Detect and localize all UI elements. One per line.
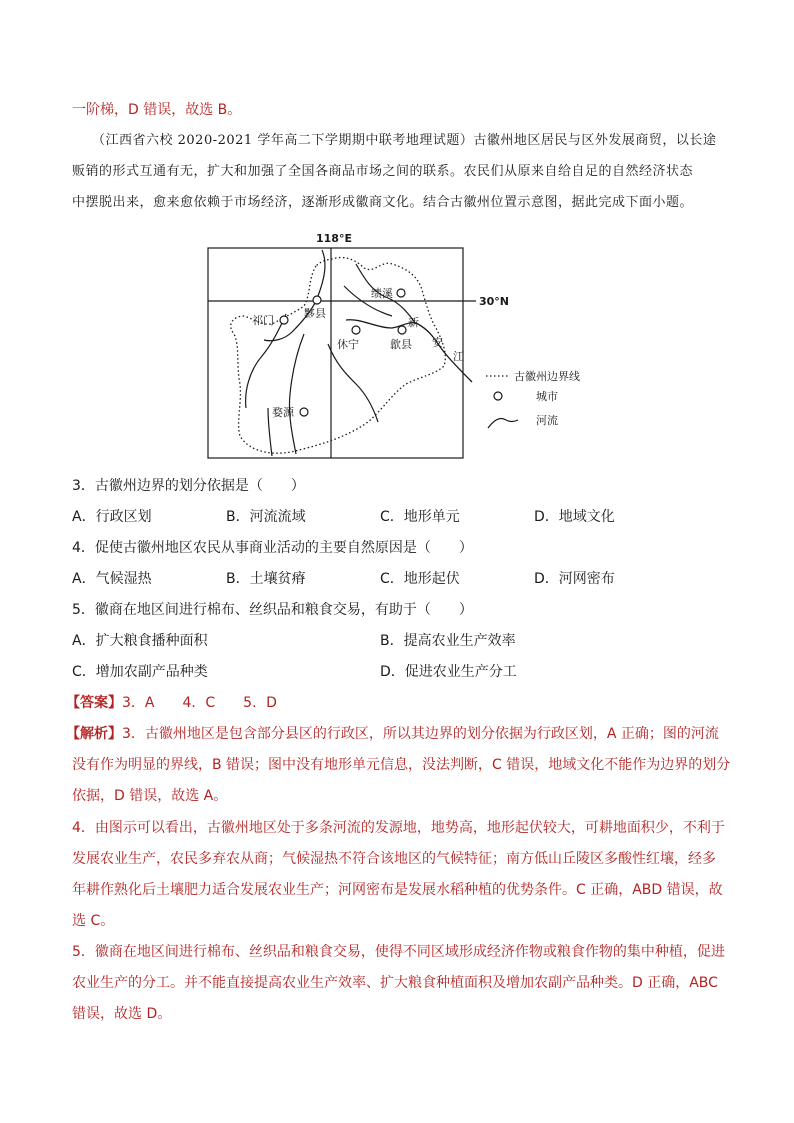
intro-line-3: 中摆脱出来，愈来愈依赖于市场经济，逐渐形成徽商文化。结合古徽州位置示意图，据此完成下面小题。 (72, 195, 694, 210)
city-xiuning-marker (352, 326, 360, 334)
answer-row (66, 693, 277, 713)
legend-city-symbol (494, 392, 502, 400)
city-jixi-label: 绩溪 (371, 287, 393, 300)
analysis-q5-line-2: 农业生产的分工。并不能直接提高农业生产效率、扩大粮食种植面积及增加农副产品种类。D 正确，ABC (72, 975, 718, 991)
river-yixian (264, 250, 325, 341)
city-yixian-marker (313, 296, 321, 304)
q3-option-b[interactable]: B．河流流域 (226, 509, 306, 525)
question-5-stem: 5．徽商在地区间进行棉布、丝织品和粮食交易，有助于（ ） (72, 602, 473, 618)
analysis-q4-line-3: 年耕作熟化后土壤肥力适合发展农业生产；河网密布是发展水稻种植的优势条件。C 正确，ABD 错误，故 (72, 882, 723, 898)
legend-city-label: 城市 (536, 390, 558, 403)
river-name-an: 安 (432, 336, 443, 349)
city-jixi-marker (397, 289, 405, 297)
map-frame (208, 248, 463, 458)
q5-option-b[interactable]: B．提高农业生产效率 (380, 633, 516, 649)
city-qimen-marker (280, 316, 288, 324)
q5-option-a[interactable]: A．扩大粮食播种面积 (72, 633, 208, 649)
city-xiuning-label: 休宁 (337, 338, 359, 351)
river-name-jiang: 江 (453, 350, 464, 363)
city-wuyuan-label: 婺源 (272, 406, 294, 419)
legend-boundary-label: 古徽州边界线 (514, 370, 580, 383)
question-4-stem: 4．促使古徽州地区农民从事商业活动的主要自然原因是（ ） (72, 540, 473, 556)
river-south (328, 344, 378, 422)
answer-label: 【答案】 (66, 695, 122, 711)
city-qimen-label: 祁门 (252, 314, 274, 327)
analysis-q4-line-2: 发展农业生产，农民多弃农从商；气候湿热不符合该地区的气候特征；南方低山丘陵区多酸性红壤，经多 (72, 851, 716, 867)
analysis-q5-line-3: 错误，故选 D。 (72, 1006, 172, 1022)
q5-option-c[interactable]: C．增加农副产品种类 (72, 664, 208, 680)
previous-answer-tail: 一阶梯，D 错误，故选 B。 (72, 102, 242, 118)
analysis-label: 【解析】 (66, 726, 122, 742)
river-name-xin: 新 (408, 316, 419, 329)
q3-option-c[interactable]: C．地形单元 (380, 509, 460, 525)
answer-text: 3．A 4．C 5．D (122, 695, 277, 711)
longitude-label: 118°E (316, 232, 352, 245)
analysis-q3-line-2: 没有作为明显的界线，B 错误；图中没有地形单元信息，没法判断，C 错误，地域文化不能作为边界的划分 (72, 757, 731, 773)
q4-option-c[interactable]: C．地形起伏 (380, 571, 460, 587)
city-yixian-label: 黟县 (304, 307, 326, 320)
legend-river-label: 河流 (536, 414, 558, 427)
analysis-q3-text-1: 3．古徽州地区是包含部分县区的行政区，所以其边界的划分依据为行政区划，A 正确；图的河流 (122, 726, 719, 742)
analysis-q4-line-4: 选 C。 (72, 913, 115, 929)
analysis-q3-line-3: 依据，D 错误，故选 A。 (72, 788, 228, 804)
latitude-label: 30°N (479, 295, 510, 308)
legend-river-symbol (488, 418, 518, 428)
river-qimen (246, 314, 286, 408)
intro-line-2: 贩销的形式互通有无，扩大和加强了全国各商品市场之间的联系。农民们从原来自给自足的自然经济状态 (72, 164, 694, 179)
analysis-q4-line-1: 4．由图示可以看出，古徽州地区处于多条河流的发源地，地势高，地形起伏较大，可耕地面积少，不利于 (72, 820, 725, 836)
q4-option-b[interactable]: B．土壤贫瘠 (226, 571, 306, 587)
intro-line-1: （江西省六校 2020-2021 学年高二下学期期中联考地理试题）古徽州地区居民与区外发展商贸，以长途 (92, 133, 717, 148)
city-shexian-label: 歙县 (390, 338, 412, 351)
q3-option-d[interactable]: D．地域文化 (534, 509, 615, 525)
q5-option-d[interactable]: D．促进农业生产分工 (380, 664, 517, 680)
question-3-stem: 3．古徽州边界的划分依据是（ ） (72, 478, 305, 494)
q4-option-d[interactable]: D．河网密布 (534, 571, 615, 587)
river-wuyuan (289, 334, 304, 454)
city-wuyuan-marker (300, 408, 308, 416)
analysis-q5-line-1: 5．徽商在地区间进行棉布、丝织品和粮食交易，使得不同区域形成经济作物或粮食作物的集中种植，促进 (72, 944, 725, 960)
q4-option-a[interactable]: A．气候湿热 (72, 571, 152, 587)
q3-option-a[interactable]: A．行政区划 (72, 509, 152, 525)
city-shexian-marker (398, 326, 406, 334)
huizhou-location-map (196, 224, 616, 464)
analysis-q3-line-1 (66, 724, 719, 744)
